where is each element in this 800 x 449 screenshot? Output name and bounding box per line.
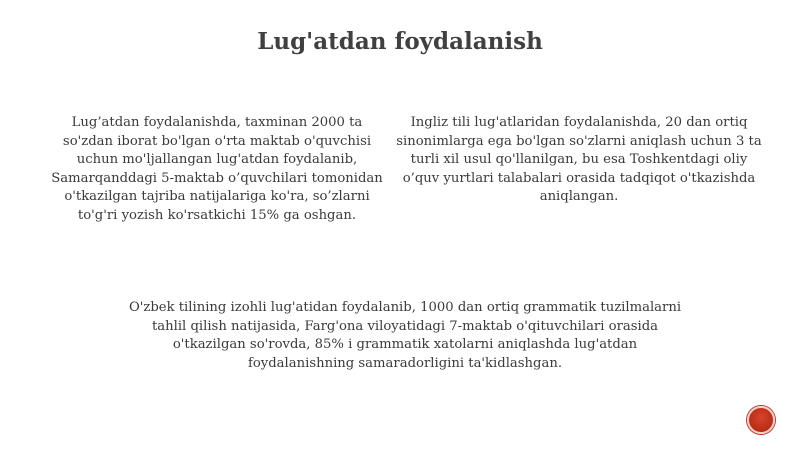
- text-block-left: Lug’atdan foydalanishda, taxminan 2000 ta so'zdan iborat bo'lgan o'rta maktab o'quvchisi uchun mo'ljallangan lug'atdan foydalanib, Samarqanddagi 5-maktab o’quvchilari tomonidan o'tkazilgan tajriba natijalariga ko'ra, so’zlarni to'g'ri yozish ko'rsatkichi 15% ga oshgan.: [51, 115, 383, 223]
- text-block-right: Ingliz tili lug'atlaridan foydalanishda, 20 dan ortiq sinonimlarga ega bo'lgan so'zlarni aniqlash uchun 3 ta turli xil usul qo'llanilgan, bu esa Toshkentdagi oliy o’quv yurtlari talabalari orasida tadqiqot o'tkazishda aniqlangan.: [396, 115, 762, 204]
- slide-title: Lug'atdan foydalanish: [257, 28, 543, 55]
- circle-button-icon[interactable]: [747, 406, 775, 434]
- text-block-bottom: O'zbek tilining izohli lug'atidan foydalanib, 1000 dan ortiq grammatik tuzilmalarni tahlil qilish natijasida, Farg'ona viloyatidagi 7-maktab o'qituvchilari orasida o'tkazilgan so'rovda, 85% i grammatik xatolarni aniqlashda lug'atdan foydalanishning samaradorligini ta'kidlashgan.: [128, 300, 682, 371]
